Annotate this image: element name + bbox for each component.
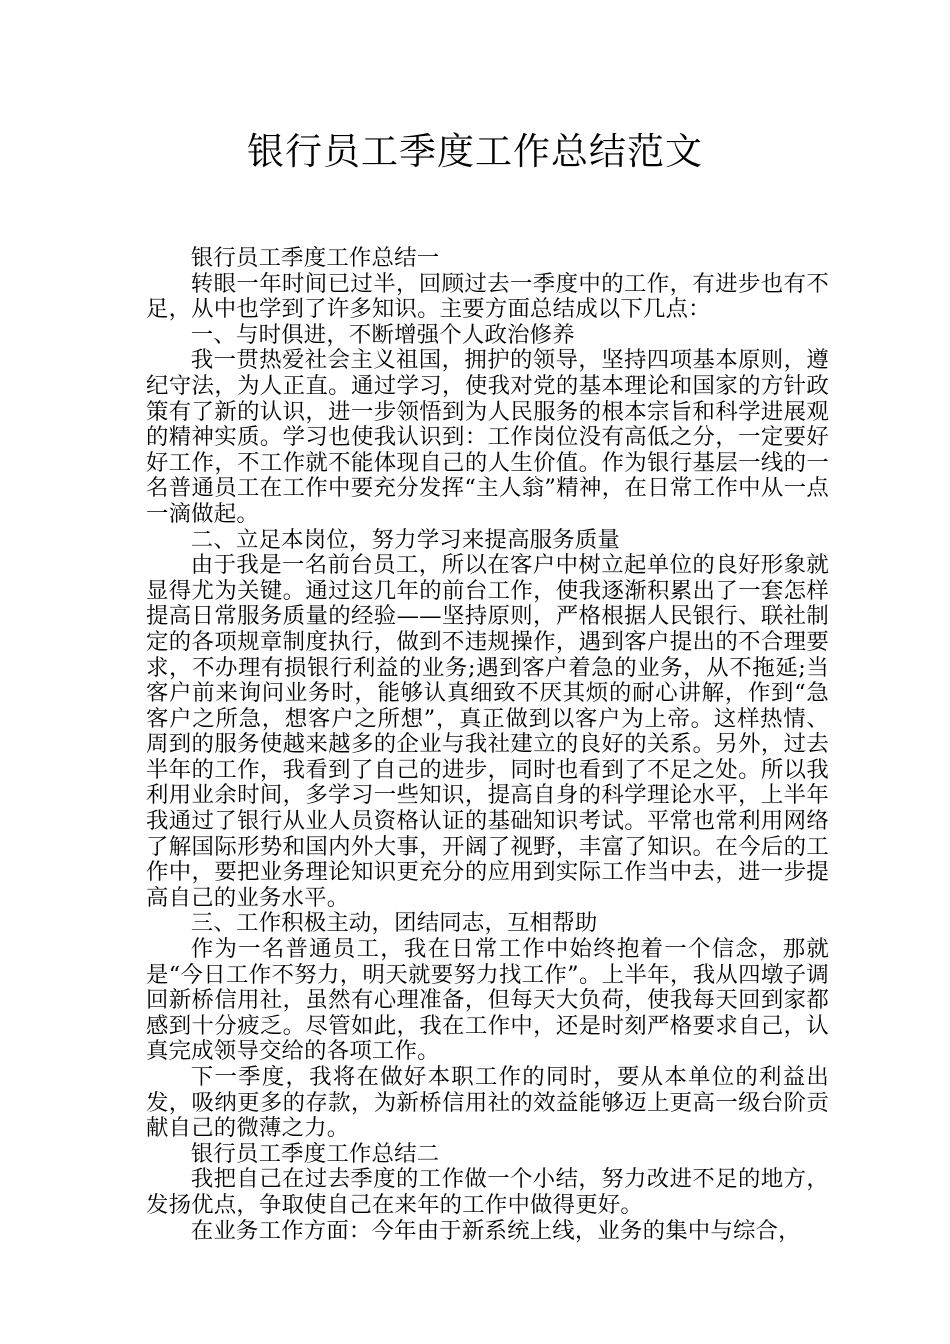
subheading: 三、工作积极主动，团结同志，互相帮助 [190, 910, 598, 937]
body-paragraph: 我把自己在过去季度的工作做一个小结，努力改进不足的地方，发扬优点，争取使自己在来年的工作中做得更好。 [146, 1166, 829, 1218]
body-paragraph: 由于我是一名前台员工，所以在客户中树立起单位的良好形象就显得尤为关键。通过这几年的前台工作，使我逐渐积累出了一套怎样提高日常服务质量的经验——坚持原则，严格根据人民银行、联社制定的各项规章制度执行，做到不违规操作，遇到客户提出的不合理要求，不办理有损银行利益的业务;遇到客户着急的业务，从不拖延;当客户前来询问业务时，能够认真细致不厌其烦的耐心讲解，作到“急客户之所急，想客户之所想”，真正做到以客户为上帝。这样热情、周到的服务使越来越多的企业与我社建立的良好的关系。另外，过去半年的工作，我看到了自己的进步，同时也看到了不足之处。所以我利用业余时间，多学习一些知识，提高自身的科学理论水平，上半年我通过了银行从业人员资格认证的基础知识考试。平常也常利用网络了解国际形势和国内外大事，开阔了视野，丰富了知识。在今后的工作中，要把业务理论知识更充分的应用到实际工作当中去，进一步提高自己的业务水平。 [146, 552, 829, 911]
document-body [146, 246, 829, 1244]
body-paragraph: 下一季度，我将在做好本职工作的同时，要从本单位的利益出发，吸纳更多的存款，为新桥信用社的效益能够迈上更高一级台阶贡献自己的微薄之力。 [146, 1064, 829, 1142]
document-title: 银行员工季度工作总结范文 [247, 130, 703, 173]
body-paragraph: 作为一名普通员工，我在日常工作中始终抱着一个信念，那就是“今日工作不努力，明天就要努力找工作”。上半年，我从四墩子调回新桥信用社，虽然有心理准备，但每天大负荷，使我每天回到家都感到十分疲乏。尽管如此，我在工作中，还是时刻严格要求自己，认真完成领导交给的各项工作。 [146, 936, 829, 1065]
section-heading-summary-two: 银行员工季度工作总结二 [190, 1140, 440, 1167]
body-paragraph: 转眼一年时间已过半，回顾过去一季度中的工作，有进步也有不足，从中也学到了许多知识。主要方面总结成以下几点： [146, 270, 829, 323]
section-heading-summary-one: 银行员工季度工作总结一 [190, 245, 440, 271]
subheading: 一、与时俱进，不断增强个人政治修养 [190, 321, 575, 348]
subheading: 二、立足本岗位，努力学习来提高服务质量 [190, 526, 621, 553]
body-paragraph: 在业务工作方面：今年由于新系统上线，业务的集中与综合， [190, 1217, 801, 1244]
body-paragraph: 我一贯热爱社会主义祖国，拥护的领导，坚持四项基本原则，遵纪守法，为人正直。通过学习，使我对党的基本理论和国家的方针政策有了新的认识，进一步领悟到为人民服务的根本宗旨和科学进展观的精神实质。学习也使我认识到：工作岗位没有高低之分，一定要好好工作，不工作就不能体现自己的人生价值。作为银行基层一线的一名普通员工在工作中要充分发挥“主人翁”精神，在日常工作中从一点一滴做起。 [146, 347, 829, 527]
